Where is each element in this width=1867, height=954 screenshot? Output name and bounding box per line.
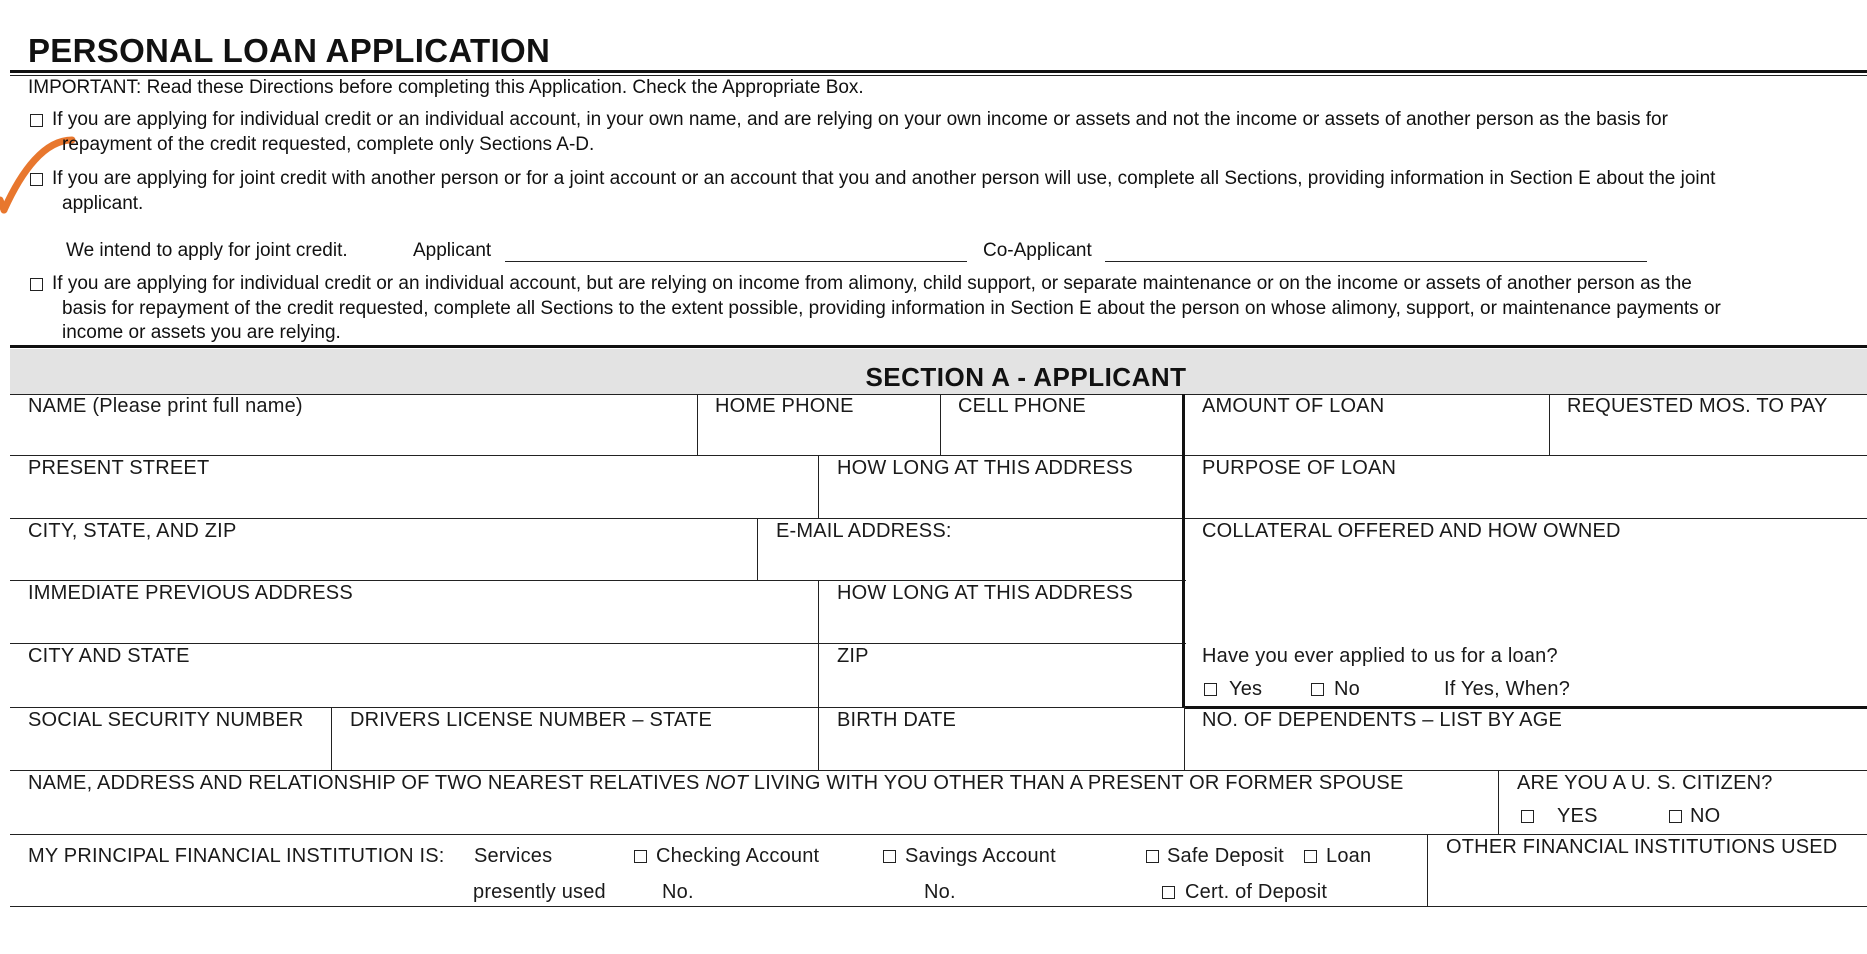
option-relying-text-3: income or assets you are relying. <box>62 322 341 343</box>
applied-yes-label: Yes <box>1229 678 1263 700</box>
how-long-address-field[interactable]: HOW LONG AT THIS ADDRESS <box>837 457 1133 479</box>
present-street-field[interactable]: PRESENT STREET <box>28 457 210 479</box>
relatives-label-part1: NAME, ADDRESS AND RELATIONSHIP OF TWO NEAREST RELATIVES <box>28 772 700 794</box>
checking-account-checkbox[interactable] <box>634 850 647 863</box>
option-relying-text-2: basis for repayment of the credit requested, complete all Sections to the extent possible, providing information in Section E about the person on whose alimony, support, or maintenance payments or <box>62 298 1721 319</box>
us-citizen-question: ARE YOU A U. S. CITIZEN? <box>1517 772 1773 794</box>
option-individual-text-2: repayment of the credit requested, complete only Sections A-D. <box>62 134 595 155</box>
safe-deposit-label: Safe Deposit <box>1167 845 1284 867</box>
option-joint-text-1: If you are applying for joint credit with another person or for a joint account or an account that you and another person will use, complete all Sections, providing information in Section E about the joint <box>52 168 1716 189</box>
citizen-no-label: NO <box>1690 805 1721 827</box>
cell-phone-field[interactable]: CELL PHONE <box>958 395 1086 417</box>
form-title: PERSONAL LOAN APPLICATION <box>28 32 551 69</box>
title-rule-thin <box>10 75 1867 76</box>
name-field[interactable]: NAME (Please print full name) <box>28 395 303 417</box>
applicant-signature-field[interactable] <box>505 261 967 262</box>
divider-col-requested-mos <box>1549 394 1550 455</box>
citizen-yes-label: YES <box>1557 805 1598 827</box>
relatives-label-part2: LIVING WITH YOU OTHER THAN A PRESENT OR FORMER SPOUSE <box>753 772 1404 794</box>
row-line-7 <box>10 770 1867 771</box>
option-relying-checkbox[interactable] <box>30 278 43 291</box>
citizen-yes-checkbox[interactable] <box>1521 810 1534 823</box>
row-line-3b <box>1186 518 1867 519</box>
collateral-field[interactable]: COLLATERAL OFFERED AND HOW OWNED <box>1202 520 1621 542</box>
loan-checkbox[interactable] <box>1304 850 1317 863</box>
if-yes-when-field[interactable]: If Yes, When? <box>1444 678 1571 700</box>
other-fi-field[interactable]: OTHER FINANCIAL INSTITUTIONS USED <box>1446 836 1838 858</box>
divider-col-home-phone <box>697 394 698 455</box>
email-field[interactable]: E-MAIL ADDRESS: <box>776 520 952 542</box>
row-line-6 <box>10 707 1186 708</box>
checking-number-field[interactable]: No. <box>662 881 694 903</box>
row-line-8 <box>10 834 1867 835</box>
zip-field[interactable]: ZIP <box>837 645 869 667</box>
coapplicant-signature-field[interactable] <box>1105 261 1647 262</box>
row-line-4 <box>10 580 1186 581</box>
home-phone-field[interactable]: HOME PHONE <box>715 395 854 417</box>
divider-drivers-license <box>331 707 332 770</box>
previous-address-field[interactable]: IMMEDIATE PREVIOUS ADDRESS <box>28 582 353 604</box>
ssn-field[interactable]: SOCIAL SECURITY NUMBER <box>28 709 304 731</box>
safe-deposit-checkbox[interactable] <box>1146 850 1159 863</box>
option-joint-checkbox[interactable] <box>30 173 43 186</box>
divider-birth-date <box>818 707 819 770</box>
applicant-label: Applicant <box>413 240 492 261</box>
divider-col-cell-phone <box>940 394 941 455</box>
savings-account-label: Savings Account <box>905 845 1056 867</box>
how-long-previous-field[interactable]: HOW LONG AT THIS ADDRESS <box>837 582 1133 604</box>
divider-how-long-2 <box>818 580 819 643</box>
section-a-top-rule <box>10 345 1867 348</box>
services-label: Services <box>474 845 553 867</box>
divider-dependents <box>1184 707 1185 770</box>
amount-of-loan-field[interactable]: AMOUNT OF LOAN <box>1202 395 1385 417</box>
loan-box-left-border <box>1182 394 1185 708</box>
option-individual-checkbox[interactable] <box>30 114 43 127</box>
option-relying-text-1: If you are applying for individual credit or an individual account, but are relying on income from alimony, child support, or separate maintenance or on the income or assets of another person as the <box>52 273 1692 294</box>
nearest-relatives-field[interactable] <box>28 772 1404 794</box>
checking-account-label: Checking Account <box>656 845 820 867</box>
important-note: IMPORTANT: Read these Directions before completing this Application. Check the Appropriate Box. <box>28 77 864 98</box>
relatives-label-not: NOT <box>705 772 749 794</box>
option-individual-text-1: If you are applying for individual credit or an individual account, in your own name, and are relying on your own income or assets and not the income or assets of another person as the basis for <box>52 109 1668 130</box>
row-line-3a <box>10 518 1186 519</box>
savings-number-field[interactable]: No. <box>924 881 956 903</box>
applied-no-label: No <box>1334 678 1360 700</box>
city-and-state-field[interactable]: CITY AND STATE <box>28 645 190 667</box>
coapplicant-label: Co-Applicant <box>983 240 1092 261</box>
principal-fi-field[interactable]: MY PRINCIPAL FINANCIAL INSTITUTION IS: <box>28 845 445 867</box>
city-state-zip-field[interactable]: CITY, STATE, AND ZIP <box>28 520 237 542</box>
birth-date-field[interactable]: BIRTH DATE <box>837 709 957 731</box>
citizen-no-checkbox[interactable] <box>1669 810 1682 823</box>
savings-account-checkbox[interactable] <box>883 850 896 863</box>
purpose-of-loan-field[interactable]: PURPOSE OF LOAN <box>1202 457 1397 479</box>
cert-deposit-checkbox[interactable] <box>1162 886 1175 899</box>
row-line-9 <box>10 906 1867 907</box>
cert-deposit-label: Cert. of Deposit <box>1185 881 1328 903</box>
divider-how-long-1 <box>818 455 819 518</box>
option-joint-text-2: applicant. <box>62 193 144 214</box>
row-line-2 <box>10 455 1867 456</box>
applied-before-question: Have you ever applied to us for a loan? <box>1202 645 1558 667</box>
divider-other-fi <box>1427 834 1428 906</box>
requested-mos-field[interactable]: REQUESTED MOS. TO PAY <box>1567 395 1828 417</box>
applied-yes-checkbox[interactable] <box>1204 683 1217 696</box>
drivers-license-field[interactable]: DRIVERS LICENSE NUMBER – STATE <box>350 709 712 731</box>
loan-label: Loan <box>1326 845 1372 867</box>
divider-zip <box>818 643 819 707</box>
applied-no-checkbox[interactable] <box>1311 683 1324 696</box>
joint-intent-label: We intend to apply for joint credit. <box>66 240 348 261</box>
presently-used-label: presently used <box>473 881 606 903</box>
divider-us-citizen <box>1498 770 1499 834</box>
row-line-5 <box>10 643 1186 644</box>
dependents-field[interactable]: NO. OF DEPENDENTS – LIST BY AGE <box>1202 709 1563 731</box>
section-a-title: SECTION A - APPLICANT <box>865 362 1187 392</box>
divider-email <box>757 518 758 580</box>
title-rule <box>10 70 1867 73</box>
